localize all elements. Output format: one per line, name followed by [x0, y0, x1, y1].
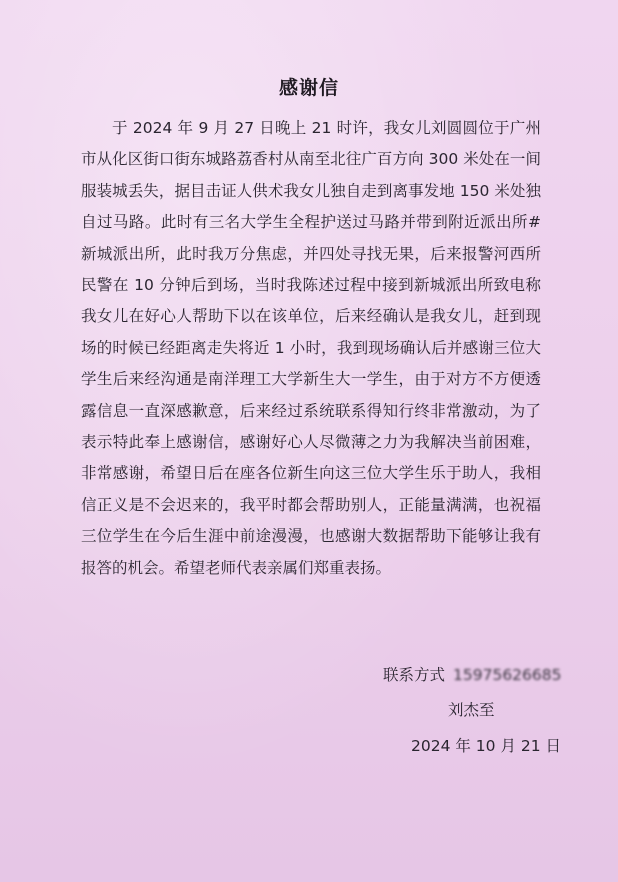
contact-line [383, 663, 562, 685]
letter-body: 于 2024 年 9 月 27 日晚上 21 时许，我女儿刘圆圆位于广州市从化区街口街东城路荔香村从南至北往广百方向 300 米处在一间服装城丢失，据目击证人供术我女儿独自走到离事发地 150 米处独自过马路。此时有三名大学生全程护送过马路并带到附近派出所#新城派出所，此时我万分焦虑，并四处寻找无果，后来报警河西所民警在 10 分钟后到场，当时我陈述过程中接到新城派出所致电称我女儿在好心人帮助下以在该单位，后来经确认是我女儿，赶到现场的时候已经距离走失将近 1 小时，我到现场确认后并感谢三位大学生后来经沟通是南洋理工大学新生大一学生，由于对方不方便透露信息一直深感歉意，后来经过系统联系得知行终非常激动，为了表示特此奉上感谢信，感谢好心人尽微薄之力为我解决当前困难，非常感谢，希望日后在座各位新生向这三位大学生乐于助人，我相信正义是不会迟来的，我平时都会帮助别人，正能量满满，也祝福三位学生在今后生涯中前途漫漫，也感谢大数据帮助下能够让我有报答的机会。希望老师代表亲属们郑重表扬。 [81, 119, 541, 577]
letter-date: 2024 年 10 月 21 日 [411, 737, 562, 755]
letter-title: 感谢信 [278, 77, 339, 99]
signature-name: 刘杰至 [448, 701, 495, 719]
contact-label: 联系方式 [383, 666, 446, 684]
contact-phone: 15975626685 [453, 666, 562, 684]
